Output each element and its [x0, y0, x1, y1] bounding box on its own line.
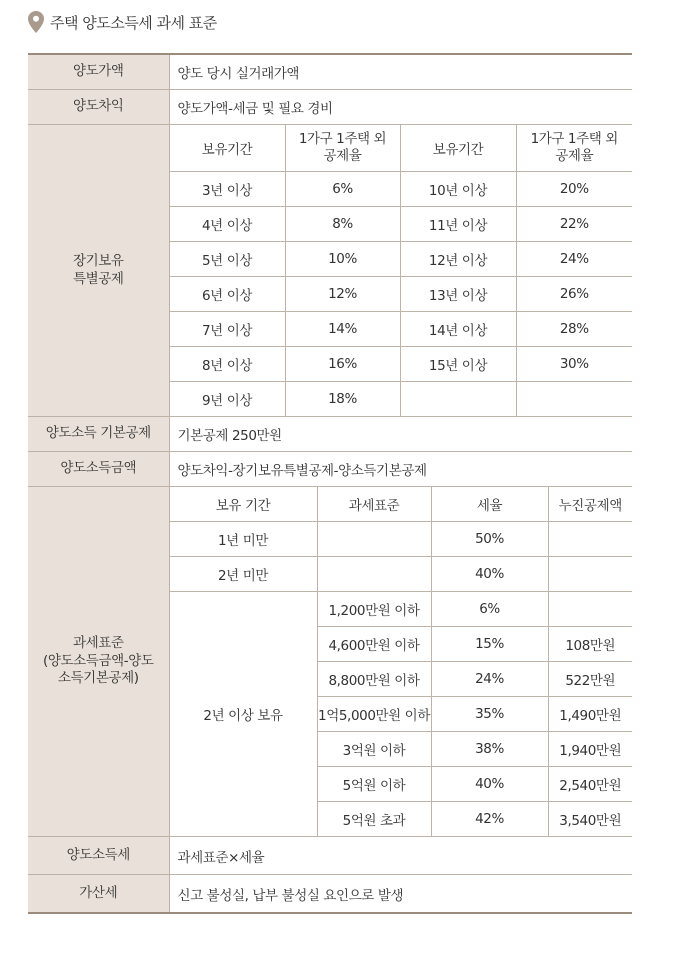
row-label: 가산세	[28, 875, 169, 914]
label-line: 장기보유	[72, 252, 124, 269]
empty-cell	[317, 522, 431, 557]
base-cell: 1,200만원 이하	[317, 592, 431, 627]
column-header	[516, 125, 632, 172]
rate-cell: 42%	[431, 802, 548, 837]
rate-cell: 24%	[516, 242, 632, 277]
rate-cell: 10%	[285, 242, 400, 277]
row-penalty	[28, 875, 632, 914]
row-value: 양도 당시 실거래가액	[169, 54, 632, 90]
rate-cell: 20%	[516, 172, 632, 207]
label-line: 특별공제	[72, 270, 124, 287]
deduction-cell: 1,940만원	[548, 732, 632, 767]
tax-base-header-row	[28, 487, 632, 522]
period-cell: 7년 이상	[169, 312, 285, 347]
period-cell: 2년 이상 보유	[169, 592, 317, 837]
header-line: 공제율	[555, 148, 594, 164]
rate-cell: 16%	[285, 347, 400, 382]
label-line: (양도소득금액-양도	[43, 652, 154, 669]
deduction-cell: 2,540만원	[548, 767, 632, 802]
base-cell: 3억원 이하	[317, 732, 431, 767]
row-label: 양도소득금액	[28, 452, 169, 487]
period-cell: 9년 이상	[169, 382, 285, 417]
row-sale-price	[28, 54, 632, 90]
column-header: 보유기간	[169, 125, 285, 172]
column-header	[285, 125, 400, 172]
header-line: 1가구 1주택 외	[530, 131, 618, 148]
period-cell: 10년 이상	[400, 172, 516, 207]
row-income-amount	[28, 452, 632, 487]
empty-cell	[400, 382, 516, 417]
row-label: 양도가액	[28, 54, 169, 90]
empty-cell	[548, 557, 632, 592]
base-cell: 1억5,000만원 이하	[317, 697, 431, 732]
rate-cell: 38%	[431, 732, 548, 767]
rate-cell: 12%	[285, 277, 400, 312]
header-line: 공제율	[323, 148, 362, 164]
period-cell: 5년 이상	[169, 242, 285, 277]
tax-table	[28, 53, 632, 914]
rate-cell: 35%	[431, 697, 548, 732]
row-label	[28, 487, 169, 837]
rate-cell: 15%	[431, 627, 548, 662]
long-term-header-row	[28, 125, 632, 172]
base-cell: 5억원 이하	[317, 767, 431, 802]
period-cell: 11년 이상	[400, 207, 516, 242]
rate-cell: 26%	[516, 277, 632, 312]
page-header	[28, 8, 217, 36]
deduction-cell	[548, 592, 632, 627]
row-income-tax	[28, 837, 632, 875]
deduction-cell: 1,490만원	[548, 697, 632, 732]
row-value: 신고 불성실, 납부 불성실 요인으로 발생	[169, 875, 632, 914]
row-basic-deduction	[28, 417, 632, 452]
deduction-cell: 522만원	[548, 662, 632, 697]
period-cell: 8년 이상	[169, 347, 285, 382]
label-line: 과세표준	[72, 635, 124, 652]
period-cell: 4년 이상	[169, 207, 285, 242]
page-title: 주택 양도소득세 과세 표준	[50, 13, 217, 32]
row-label: 양도소득 기본공제	[28, 417, 169, 452]
column-header: 과세표준	[317, 487, 431, 522]
row-capital-gain	[28, 90, 632, 125]
column-header: 누진공제액	[548, 487, 632, 522]
location-pin-icon	[28, 11, 44, 33]
rate-cell: 14%	[285, 312, 400, 347]
period-cell: 2년 미만	[169, 557, 317, 592]
period-cell: 1년 미만	[169, 522, 317, 557]
rate-cell: 30%	[516, 347, 632, 382]
rate-cell: 28%	[516, 312, 632, 347]
column-header: 보유 기간	[169, 487, 317, 522]
row-label: 양도소득세	[28, 837, 169, 875]
base-cell: 5억원 초과	[317, 802, 431, 837]
period-cell: 14년 이상	[400, 312, 516, 347]
empty-cell	[548, 522, 632, 557]
rate-cell: 6%	[431, 592, 548, 627]
period-cell: 3년 이상	[169, 172, 285, 207]
period-cell: 12년 이상	[400, 242, 516, 277]
rate-cell: 18%	[285, 382, 400, 417]
rate-cell: 22%	[516, 207, 632, 242]
row-label	[28, 125, 169, 417]
rate-cell: 40%	[431, 767, 548, 802]
empty-cell	[317, 557, 431, 592]
row-value: 과세표준×세율	[169, 837, 632, 875]
period-cell: 13년 이상	[400, 277, 516, 312]
row-label: 양도차익	[28, 90, 169, 125]
header-line: 1가구 1주택 외	[298, 131, 387, 148]
base-cell: 8,800만원 이하	[317, 662, 431, 697]
deduction-cell: 108만원	[548, 627, 632, 662]
row-value: 양도가액-세금 및 필요 경비	[169, 90, 632, 125]
rate-cell: 6%	[285, 172, 400, 207]
rate-cell: 50%	[431, 522, 548, 557]
row-value: 양도차익-장기보유특별공제-양소득기본공제	[169, 452, 632, 487]
column-header: 보유기간	[400, 125, 516, 172]
period-cell: 15년 이상	[400, 347, 516, 382]
rate-cell: 24%	[431, 662, 548, 697]
rate-cell: 40%	[431, 557, 548, 592]
label-line: 소득기본공제)	[57, 670, 139, 687]
deduction-cell: 3,540만원	[548, 802, 632, 837]
rate-cell: 8%	[285, 207, 400, 242]
column-header: 세율	[431, 487, 548, 522]
row-value: 기본공제 250만원	[169, 417, 632, 452]
base-cell: 4,600만원 이하	[317, 627, 431, 662]
empty-cell	[516, 382, 632, 417]
period-cell: 6년 이상	[169, 277, 285, 312]
